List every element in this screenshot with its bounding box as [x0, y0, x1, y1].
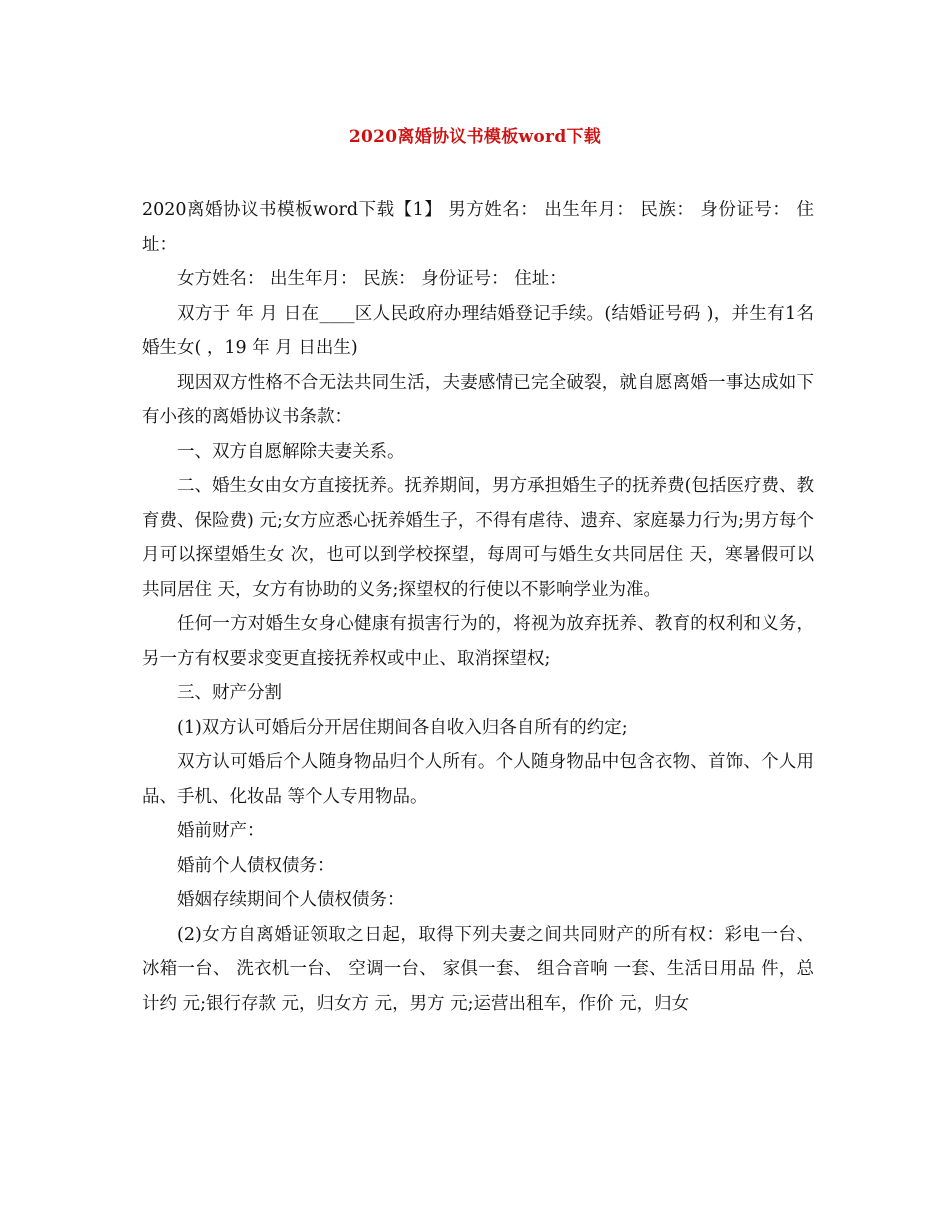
paragraph-heading-and-male-info: 2020离婚协议书模板word下载【1】 男方姓名： 出生年月： 民族： 身份证号： 住址： [142, 200, 814, 255]
paragraph-female-info: 女方姓名： 出生年月： 民族： 身份证号： 住址： [177, 269, 567, 289]
paragraph-custody-change: 任何一方对婚生女身心健康有损害行为的，将视为放弃抚养、教育的权利和义务，另一方有权要求变更直接抚养权或中止、取消探望权; [142, 614, 814, 669]
paragraph-clause-3-heading: 三、财产分割 [177, 683, 282, 703]
paragraph-divorce-reason: 现因双方性格不合无法共同生活，夫妻感情已完全破裂，就自愿离婚一事达成如下有小孩的离婚协议书条款： [142, 372, 814, 427]
paragraph-clause-2-custody: 二、婚生女由女方直接抚养。抚养期间，男方承担婚生子的抚养费(包括医疗费、教育费、保险费) 元;女方应悉心抚养婚生子，不得有虐待、遗弃、家庭暴力行为;男方每个月可以探望婚生女 次，也可以到学校探望，每周可与婚生女共同居住 天，寒暑假可以共同居住 天，女方有协助的义务;探望权的行使以不影响学业为准。 [142, 476, 814, 600]
paragraph-premarital-debts: 婚前个人债权债务： [177, 855, 335, 876]
document-body [142, 193, 814, 1021]
paragraph-premarital-property: 婚前财产： [177, 821, 265, 841]
paragraph-property-1: (1)双方认可婚后分开居住期间各自收入归各自所有的约定; [177, 717, 628, 738]
document-title: 2020离婚协议书模板word下载 [348, 127, 602, 147]
paragraph-clause-1: 一、双方自愿解除夫妻关系。 [177, 441, 405, 462]
paragraph-property-2: (2)女方自离婚证领取之日起，取得下列夫妻之间共同财产的所有权：彩电一台、 冰箱一台、 洗衣机一台、 空调一台、 家俱一套、 组合音响 一套、生活日用品 件，总计约 元;银行存款 元，归女方 元，男方 元;运营出租车，作价 元，归女 [142, 924, 814, 1014]
paragraph-marriage-registration: 双方于 年 月 日在____区人民政府办理结婚登记手续。(结婚证号码 )，并生有1名婚生女( ，19 年 月 日出生) [142, 303, 814, 358]
paragraph-personal-items: 双方认可婚后个人随身物品归个人所有。个人随身物品中包含衣物、首饰、个人用品、手机、化妆品 等个人专用物品。 [142, 752, 814, 807]
paragraph-marital-debts: 婚姻存续期间个人债权债务： [177, 890, 405, 910]
